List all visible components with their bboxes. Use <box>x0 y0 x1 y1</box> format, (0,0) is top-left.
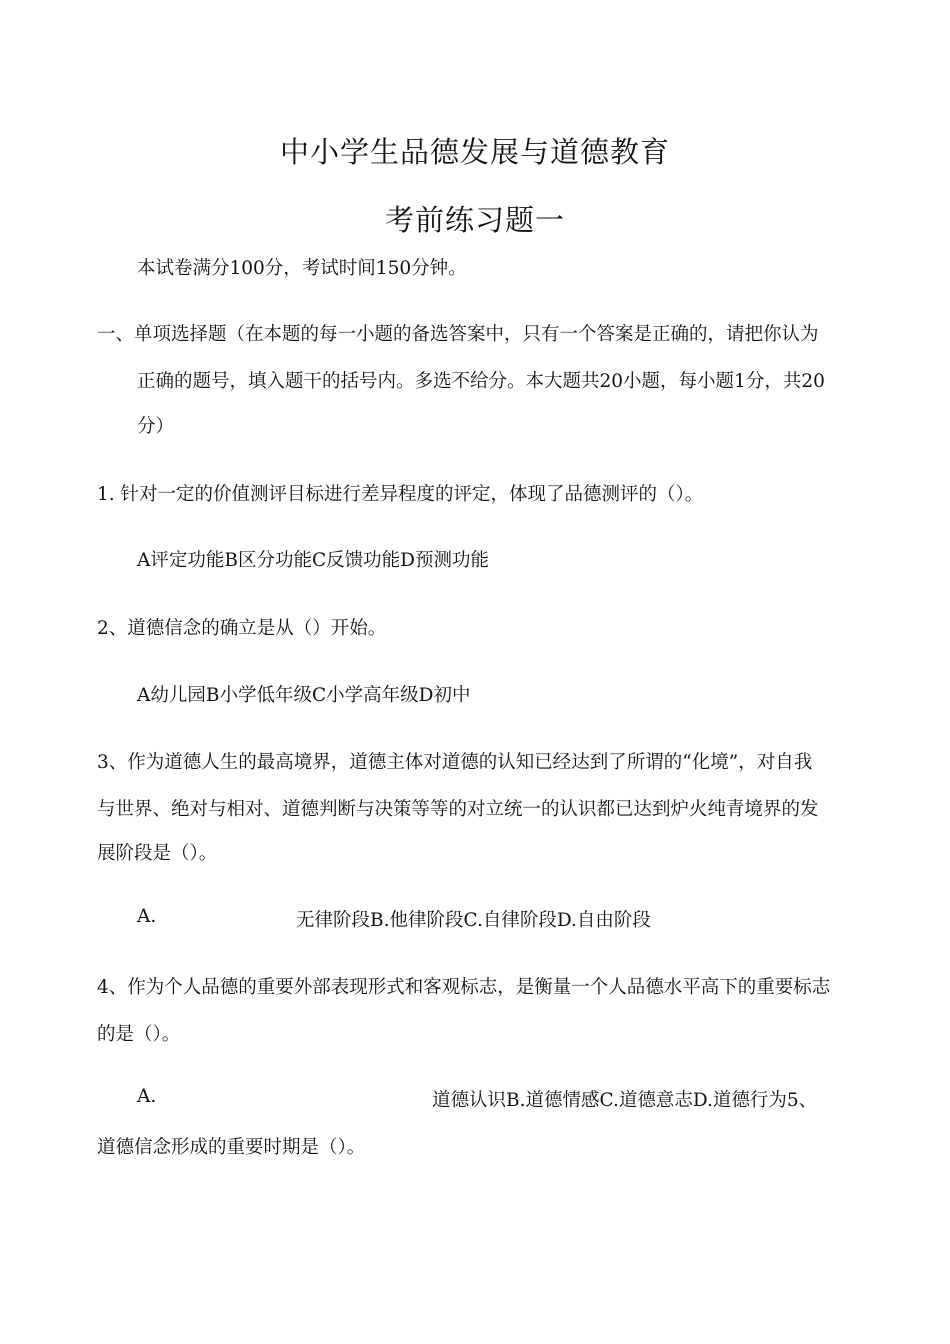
section-heading-line: 分） <box>137 416 175 437</box>
document-title: 中小学生品德发展与道德教育 <box>279 135 670 169</box>
exam-intro: 本试卷满分100分，考试时间150分钟。 <box>137 258 467 279</box>
option-label: A. <box>137 906 157 927</box>
question-stem: 展阶段是（）。 <box>97 843 218 864</box>
question-options: 无律阶段B.他律阶段C.自律阶段D.自由阶段 <box>296 910 651 931</box>
question-stem: 3、作为道德人生的最高境界，道德主体对道德的认知已经达到了所谓的“化境”，对自我 <box>97 752 813 773</box>
section-heading-line: 正确的题号，填入题干的括号内。多选不给分。本大题共20小题，每小题1分，共20 <box>137 371 825 392</box>
question-stem: 道德信念形成的重要时期是（）。 <box>97 1137 366 1158</box>
question-options: 道德认识B.道德情感C.道德意志D.道德行为5、 <box>432 1090 818 1111</box>
option-label: A. <box>137 1086 157 1107</box>
question-options: A幼儿园B小学低年级C小学高年级D初中 <box>137 685 471 706</box>
question-stem: 1. 针对一定的价值测评目标进行差异程度的评定，体现了品德测评的（）。 <box>97 484 704 505</box>
question-stem: 与世界、绝对与相对、道德判断与决策等等的对立统一的认识都已达到炉火纯青境界的发 <box>97 799 819 820</box>
document-subtitle: 考前练习题一 <box>384 203 565 237</box>
question-stem: 2、道德信念的确立是从（）开始。 <box>97 618 387 639</box>
section-heading-line: 一、单项选择题（在本题的每一小题的备选答案中，只有一个答案是正确的，请把你认为 <box>97 324 819 345</box>
question-stem: 的是（）。 <box>97 1024 181 1045</box>
question-options: A评定功能B区分功能C反馈功能D预测功能 <box>137 550 489 571</box>
question-stem: 4、作为个人品德的重要外部表现形式和客观标志，是衡量一个人品德水平高下的重要标志 <box>97 977 831 998</box>
